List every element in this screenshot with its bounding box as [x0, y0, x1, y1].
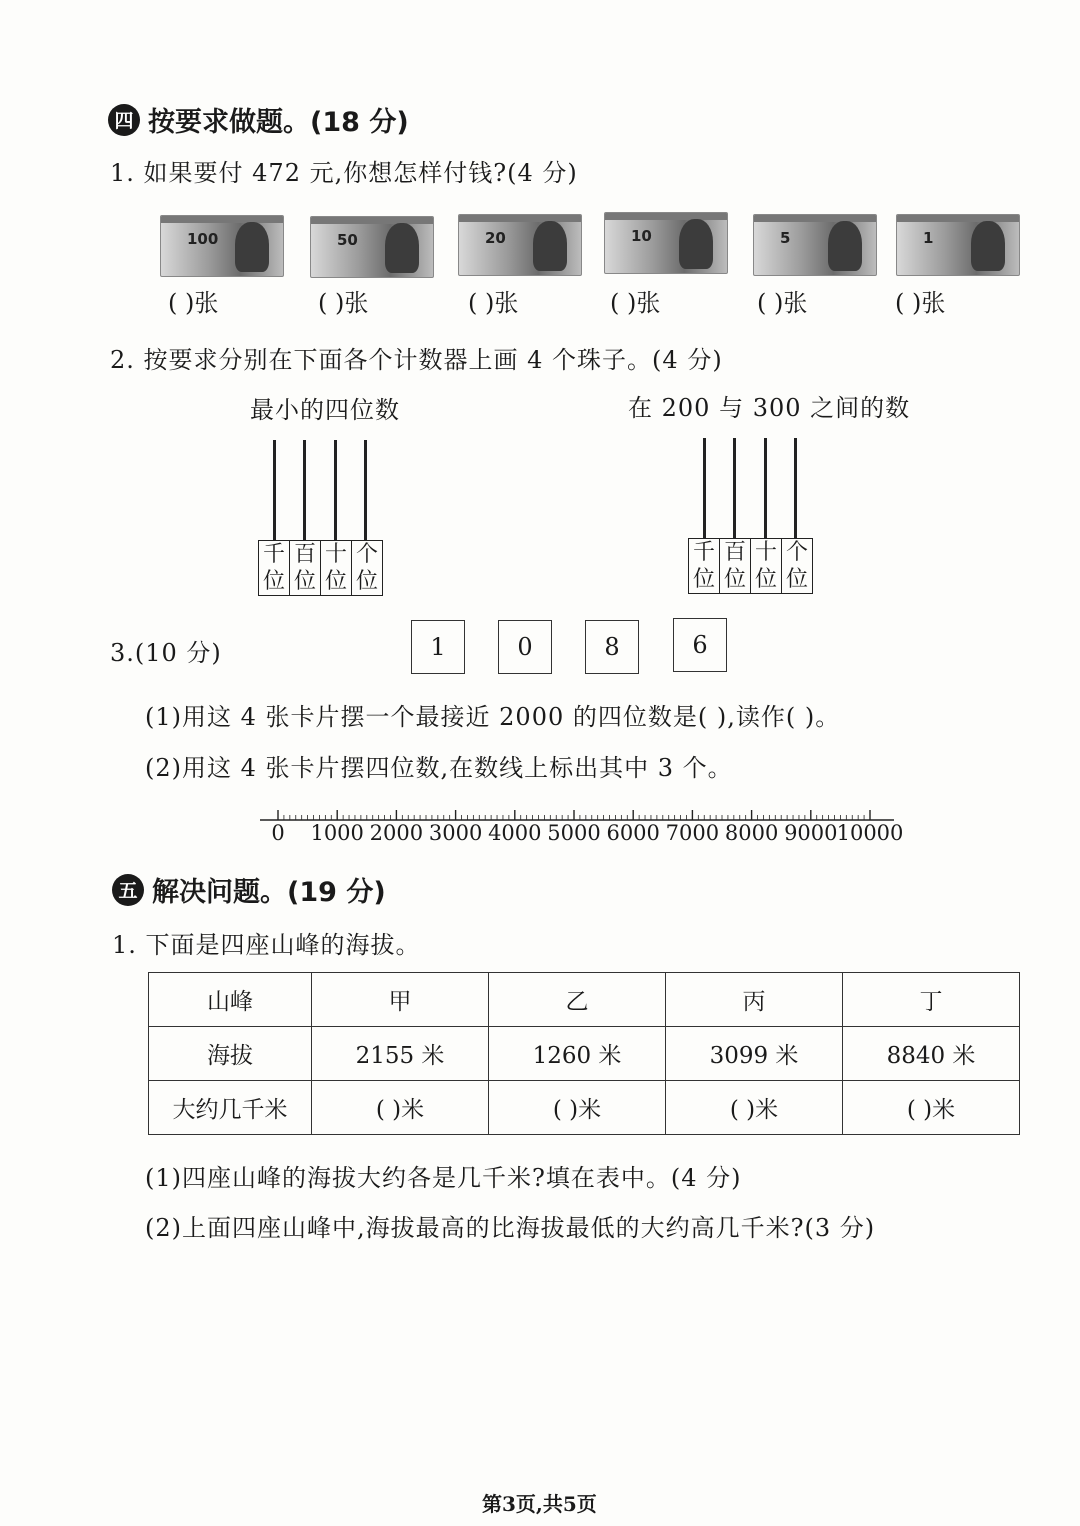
place-ones: 个 位: [785, 540, 808, 592]
banknote-20-yuan: [458, 214, 582, 276]
banknote-denomination: 100: [187, 230, 219, 248]
banknote-count-blank[interactable]: ( )张: [895, 289, 946, 317]
answer-blank-cell[interactable]: ( )米: [666, 1081, 843, 1135]
portrait-icon: [235, 222, 269, 272]
section-4-title: [108, 100, 409, 139]
answer-blank-cell[interactable]: ( )米: [843, 1081, 1020, 1135]
place-thousands: 千 位: [689, 539, 720, 593]
abacus-rod-thousands[interactable]: [703, 438, 706, 538]
place-thousands: 千 位: [259, 541, 290, 595]
banknote-1-yuan: [896, 214, 1020, 276]
banknote-denomination: 1: [923, 229, 934, 247]
portrait-icon: [679, 219, 713, 269]
table-cell: 2155 米: [312, 1027, 489, 1081]
digit-card: 1: [411, 620, 465, 674]
place-ones: 个 位: [355, 542, 378, 594]
banknote-count-blank[interactable]: ( )张: [318, 289, 369, 317]
abacus-1-label: 最小的四位数: [250, 396, 400, 424]
table-cell: 海拔: [149, 1027, 312, 1081]
portrait-icon: [385, 223, 419, 273]
place-value-labels: [258, 540, 383, 596]
abacus-smallest-four-digit[interactable]: [258, 440, 384, 598]
banknote-100-yuan: [160, 215, 284, 277]
question-3-sub-1: (1)用这 4 张卡片摆一个最接近 2000 的四位数是( ),读作( )。: [145, 703, 841, 731]
portrait-icon: [533, 221, 567, 271]
abacus-rod-hundreds[interactable]: [303, 440, 306, 540]
number-line-label: 0: [271, 821, 285, 845]
altitude-table: [148, 972, 1020, 1135]
banknote-5-yuan: [753, 214, 877, 276]
banknote-50-yuan: [310, 216, 434, 278]
abacus-rod-tens[interactable]: [764, 438, 767, 538]
banknote-denomination: 10: [631, 227, 652, 245]
abacus-rod-ones[interactable]: [794, 438, 797, 538]
question-3-sub-2: (2)用这 4 张卡片摆四位数,在数线上标出其中 3 个。: [145, 754, 733, 782]
table-cell: 3099 米: [666, 1027, 843, 1081]
abacus-rod-ones[interactable]: [364, 440, 367, 540]
place-value-labels: [688, 538, 813, 594]
table-cell: 山峰: [149, 973, 312, 1027]
table-cell: 甲: [312, 973, 489, 1027]
number-line[interactable]: [258, 805, 908, 855]
banknote-denomination: 50: [337, 231, 358, 249]
number-line-label: 2000: [369, 821, 424, 845]
number-line-label: 1000: [310, 821, 364, 845]
number-line-label: 3000: [428, 821, 483, 845]
abacus-2-label: 在 200 与 300 之间的数: [628, 394, 911, 422]
question-3-text: 3.(10 分): [110, 639, 222, 667]
page-footer: 第3页,共5页: [482, 1492, 597, 1516]
number-line-label: 4000: [488, 821, 542, 845]
banknote-denomination: 5: [780, 229, 791, 247]
section-4-title-text: 按要求做题。(18 分): [148, 107, 409, 138]
table-cell: 丙: [666, 973, 843, 1027]
table-cell: 丁: [843, 973, 1020, 1027]
section-5-question-1-text: 1. 下面是四座山峰的海拔。: [112, 931, 421, 959]
table-row: [149, 1027, 1020, 1081]
table-cell: 8840 米: [843, 1027, 1020, 1081]
portrait-icon: [828, 221, 862, 271]
section-5-title: [112, 870, 386, 909]
answer-blank-cell[interactable]: ( )米: [312, 1081, 489, 1135]
table-cell: 乙: [489, 973, 666, 1027]
table-header-row: [149, 973, 1020, 1027]
banknote-count-blank[interactable]: ( )张: [168, 289, 219, 317]
banknote-count-blank[interactable]: ( )张: [610, 289, 661, 317]
section-4-number: 四: [108, 104, 140, 136]
number-line-label: 5000: [547, 821, 601, 845]
question-2-text: 2. 按要求分别在下面各个计数器上画 4 个珠子。(4 分): [110, 346, 723, 374]
place-tens: 十 位: [321, 541, 352, 595]
section-5-number: 五: [112, 874, 144, 906]
number-line-label: 7000: [665, 821, 720, 845]
abacus-rod-tens[interactable]: [334, 440, 337, 540]
abacus-between-200-300[interactable]: [688, 438, 814, 596]
table-cell: 大约几千米: [149, 1081, 312, 1135]
abacus-rod-hundreds[interactable]: [733, 438, 736, 538]
table-cell: 1260 米: [489, 1027, 666, 1081]
number-line-label: 6000: [606, 821, 660, 845]
number-line-label: 9000: [784, 821, 838, 845]
digit-card: 8: [585, 620, 639, 674]
banknote-10-yuan: [604, 212, 728, 274]
section-5-sub-2: (2)上面四座山峰中,海拔最高的比海拔最低的大约高几千米?(3 分): [145, 1214, 876, 1242]
abacus-rod-thousands[interactable]: [273, 440, 276, 540]
section-5-title-text: 解决问题。(19 分): [152, 877, 386, 908]
digit-card: 0: [498, 620, 552, 674]
question-1-text: 1. 如果要付 472 元,你想怎样付钱?(4 分): [110, 159, 578, 187]
digit-card: 6: [673, 618, 727, 672]
banknote-count-blank[interactable]: ( )张: [468, 289, 519, 317]
banknote-denomination: 20: [485, 229, 506, 247]
portrait-icon: [971, 221, 1005, 271]
place-hundreds: 百 位: [720, 539, 751, 593]
banknote-count-blank[interactable]: ( )张: [757, 289, 808, 317]
table-row: [149, 1081, 1020, 1135]
section-5-sub-1: (1)四座山峰的海拔大约各是几千米?填在表中。(4 分): [145, 1164, 742, 1192]
number-line-label: 8000: [724, 821, 779, 845]
place-tens: 十 位: [751, 539, 782, 593]
place-hundreds: 百 位: [290, 541, 321, 595]
number-line-label: 10000: [836, 821, 904, 845]
answer-blank-cell[interactable]: ( )米: [489, 1081, 666, 1135]
